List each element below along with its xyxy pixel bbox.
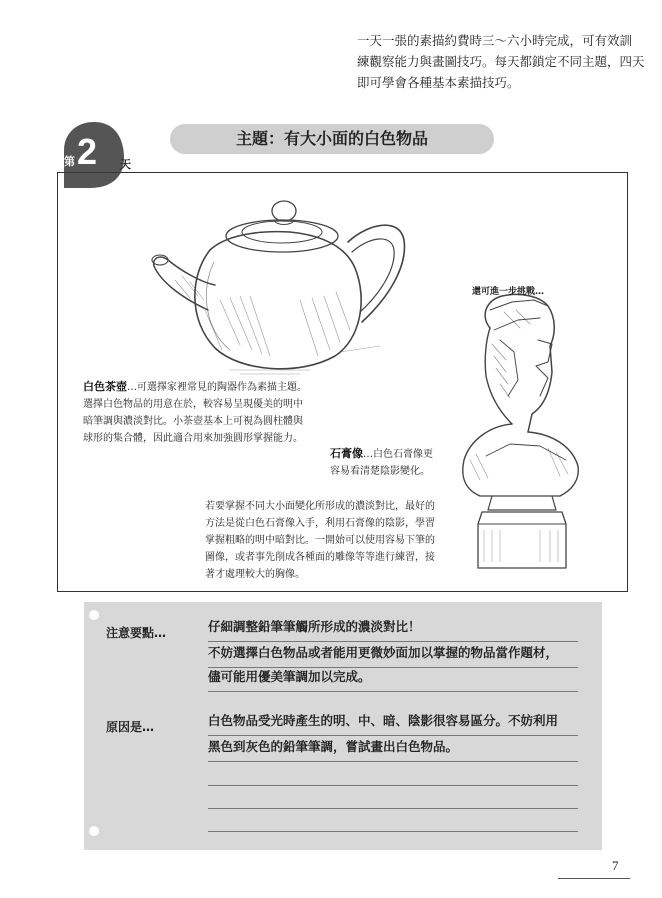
teapot-caption-line: …可選擇家裡常見的陶器作為素描主題。	[127, 382, 307, 393]
body-line: 若要掌握不同大小面變化所形成的濃淡對比，最好的	[205, 501, 435, 512]
body-line: 著才處理較大的胸像。	[205, 569, 305, 580]
bust-caption-line: 容易看清楚陰影變化。	[330, 466, 430, 477]
intro-line: 練觀察能力與畫圖技巧。每天都鎖定不同主題，四天	[357, 54, 645, 69]
attention-line: 不妨選擇白色物品或者能用更微妙面加以掌握的物品當作題材，	[208, 639, 578, 668]
intro-line: 即可學會各種基本素描技巧。	[357, 75, 520, 90]
intro-line: 一天一張的素描約費時三～六小時完成，可有效訓	[357, 33, 633, 48]
advance-label: 還可進一步挑戰…	[472, 287, 545, 297]
body-paragraph	[205, 498, 460, 583]
reason-label: 原因是…	[106, 720, 155, 734]
teapot-caption-line: 暗筆調與濃淡對比。小茶壺基本上可視為圓柱體與	[83, 416, 303, 427]
teapot-caption-title: 白色茶壺	[83, 380, 127, 393]
reason-line	[208, 803, 578, 832]
body-line: 圖像，或者事先削成各種面的雕像等等進行練習，接	[205, 552, 435, 563]
binder-hole	[89, 826, 99, 836]
teapot-caption	[83, 378, 321, 447]
theme-title: 主題：有大小面的白色物品	[170, 124, 494, 154]
teapot-caption-line: 球形的集合體，因此適合用來加強圓形掌握能力。	[83, 433, 303, 444]
attention-line: 儘可能用優美筆調加以完成。	[208, 663, 578, 692]
page-number: 7	[612, 858, 619, 873]
body-line: 掌握粗略的明中暗對比。一開始可以使用容易下筆的	[205, 535, 435, 546]
day-prefix: 第	[64, 155, 75, 168]
reason-line: 白色物品受光時產生的明、中、暗、陰影很容易區分。不妨利用	[208, 707, 578, 736]
teapot-caption-line: 選擇白色物品的用意在於，較容易呈現優美的明中	[83, 399, 303, 410]
bust-caption	[330, 445, 458, 480]
attention-label: 注意要點…	[106, 626, 167, 640]
day-suffix: 天	[120, 158, 131, 171]
binder-hole	[89, 610, 99, 620]
reason-line: 黑色到灰色的鉛筆筆調，嘗試畫出白色物品。	[208, 733, 578, 762]
day-number: 2	[77, 131, 98, 172]
attention-line: 仔細調整鉛筆筆觸所形成的濃淡對比！	[208, 613, 578, 642]
page-rule	[558, 878, 630, 879]
body-line: 方法是從白色石膏像入手，利用石膏像的陰影，學習	[205, 518, 435, 529]
bust-caption-line: …白色石膏像更	[363, 449, 433, 460]
bust-caption-title: 石膏像	[330, 447, 363, 460]
